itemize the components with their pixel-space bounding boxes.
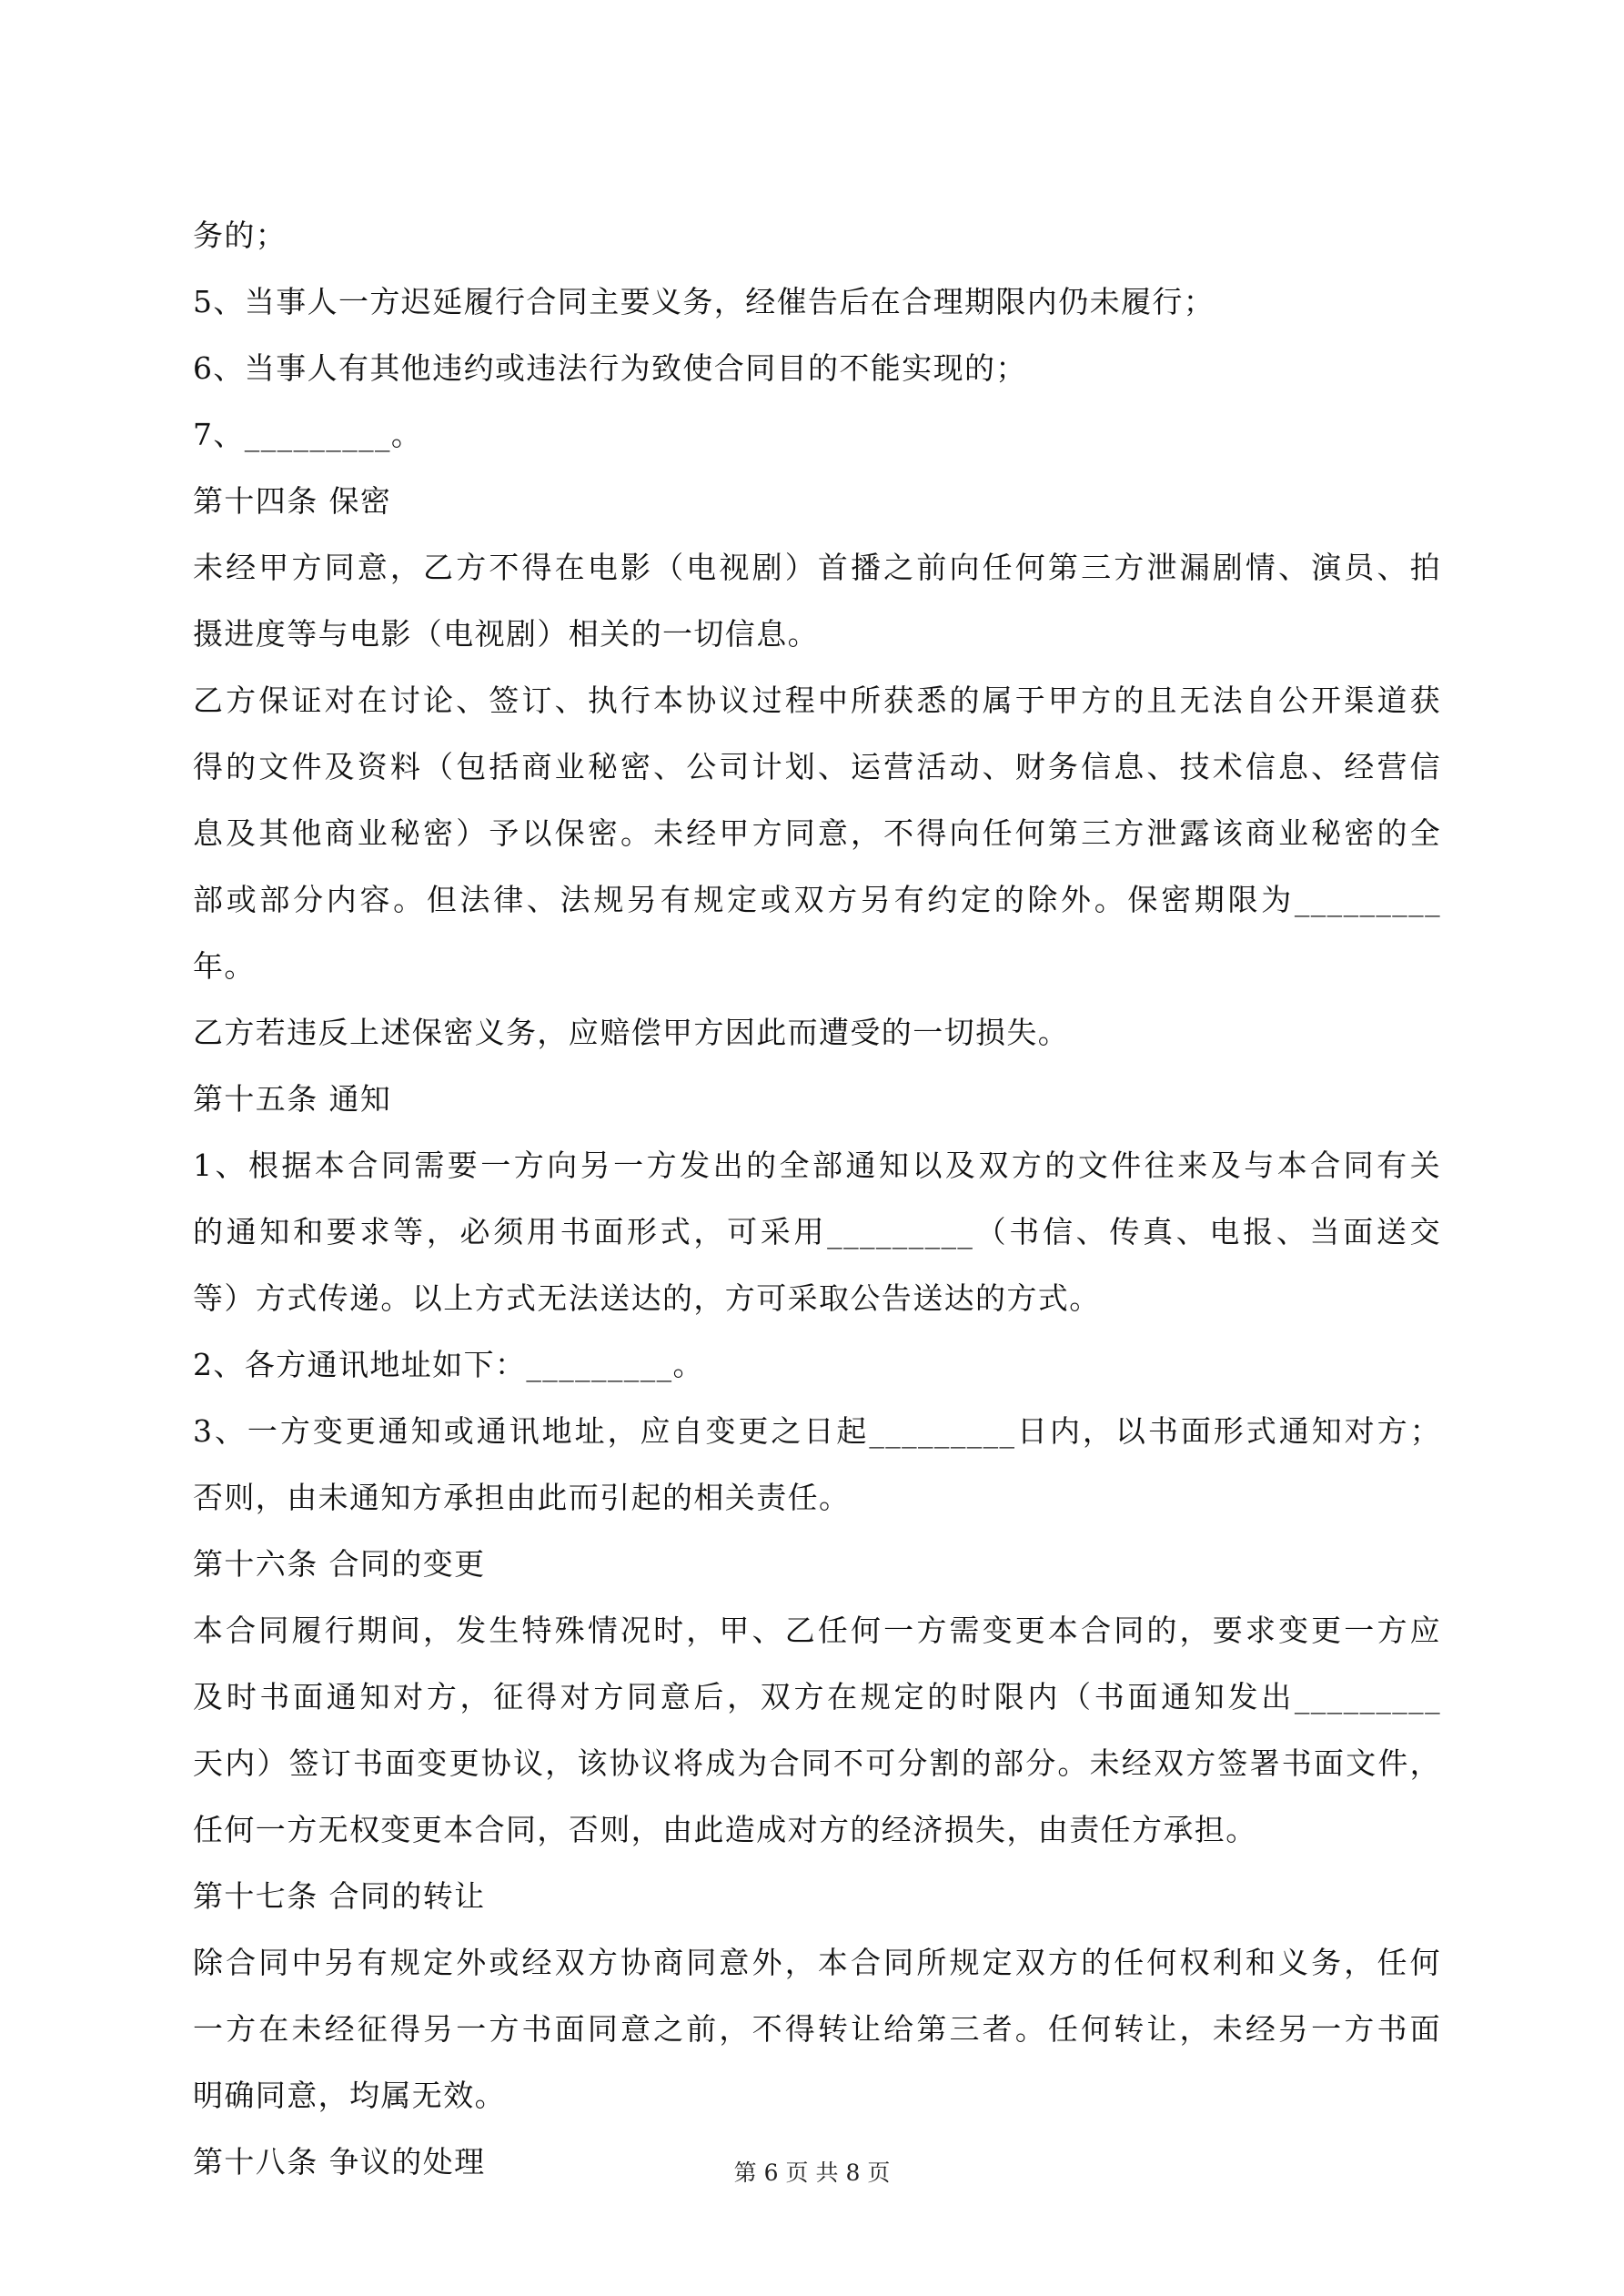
text-line: 部或部分内容。但法律、法规另有规定或双方另有约定的除外。保密期限为_________ [193, 882, 1441, 917]
text-line: 否则，由未通知方承担由此而引起的相关责任。 [193, 1480, 851, 1515]
text-line: 务的； [193, 217, 287, 253]
text-line: 一方在未经征得另一方书面同意之前，不得转让给第三者。任何转让，未经另一方书面 [193, 2011, 1441, 2047]
footer-middle: 页 共 [785, 2159, 839, 2186]
text-line: 及时书面通知对方，征得对方同意后，双方在规定的时限内（书面通知发出_________ [193, 1679, 1441, 1714]
text-line: 2、各方通讯地址如下：_________。 [193, 1347, 704, 1382]
section-heading: 第十八条 争议的处理 [193, 2144, 486, 2180]
text-line: 明确同意，均属无效。 [193, 2078, 506, 2113]
section-heading: 第十六条 合同的变更 [193, 1546, 486, 1582]
text-line: 得的文件及资料（包括商业秘密、公司计划、运营活动、财务信息、技术信息、经营信 [193, 749, 1441, 784]
text-line: 6、当事人有其他违约或违法行为致使合同目的不能实现的； [193, 350, 1027, 386]
text-line: 乙方保证对在讨论、签订、执行本协议过程中所获悉的属于甲方的且无法自公开渠道获 [193, 683, 1441, 718]
text-line: 本合同履行期间，发生特殊情况时，甲、乙任何一方需变更本合同的，要求变更一方应 [193, 1613, 1441, 1648]
text-line: 1、根据本合同需要一方向另一方发出的全部通知以及双方的文件往来及与本合同有关 [193, 1148, 1441, 1183]
section-heading: 第十七条 合同的转让 [193, 1878, 486, 1914]
text-line: 的通知和要求等，必须用书面形式，可采用_________（书信、传真、电报、当面送交 [193, 1214, 1441, 1249]
text-line: 乙方若违反上述保密义务，应赔偿甲方因此而遭受的一切损失。 [193, 1015, 1070, 1050]
section-heading: 第十四条 保密 [193, 483, 392, 519]
text-line: 7、_________。 [193, 417, 423, 452]
text-line: 摄进度等与电影（电视剧）相关的一切信息。 [193, 616, 819, 652]
text-line: 天内）签订书面变更协议，该协议将成为合同不可分割的部分。未经双方签署书面文件， [193, 1745, 1441, 1781]
page-footer [0, 2155, 1624, 2188]
footer-suffix: 页 [867, 2159, 891, 2186]
text-line: 息及其他商业秘密）予以保密。未经甲方同意，不得向任何第三方泄露该商业秘密的全 [193, 815, 1441, 851]
text-line: 年。 [193, 948, 256, 984]
text-line: 未经甲方同意，乙方不得在电影（电视剧）首播之前向任何第三方泄漏剧情、演员、拍 [193, 550, 1441, 585]
footer-prefix: 第 [733, 2159, 757, 2186]
text-line: 任何一方无权变更本合同，否则，由此造成对方的经济损失，由责任方承担。 [193, 1812, 1257, 1847]
footer-total-pages: 8 [845, 2159, 861, 2186]
section-heading: 第十五条 通知 [193, 1081, 392, 1117]
text-line: 除合同中另有规定外或经双方协商同意外，本合同所规定双方的任何权利和义务，任何 [193, 1945, 1441, 1980]
document-body [193, 202, 1441, 2195]
text-line: 3、一方变更通知或通讯地址，应自变更之日起_________日内，以书面形式通知对方； [193, 1413, 1441, 1449]
text-line: 等）方式传递。以上方式无法送达的，方可采取公告送达的方式。 [193, 1280, 1101, 1316]
text-line: 5、当事人一方迟延履行合同主要义务，经催告后在合理期限内仍未履行； [193, 284, 1215, 319]
footer-current-page: 6 [763, 2159, 779, 2186]
